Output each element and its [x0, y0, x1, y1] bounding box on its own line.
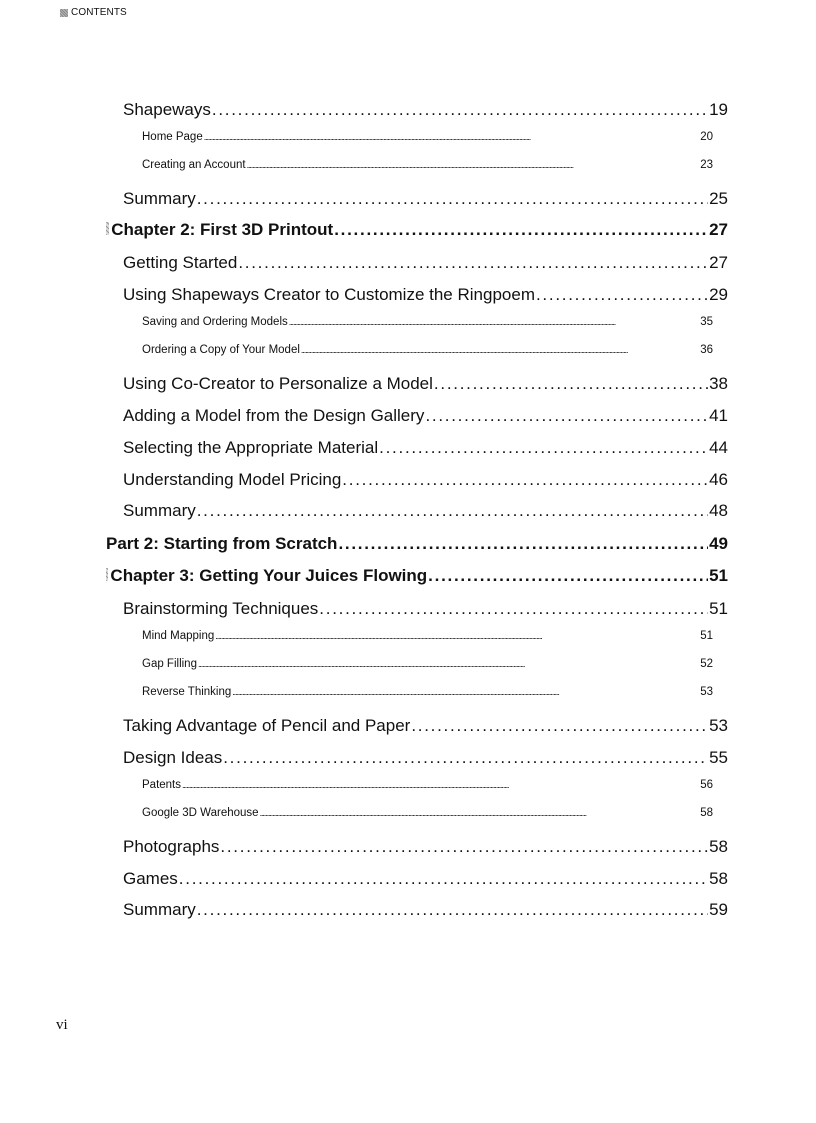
header-square-icon — [60, 9, 68, 17]
toc-entry-title: Chapter 3: Getting Your Juices Flowing — [110, 566, 428, 585]
toc-entry[interactable] — [142, 159, 713, 171]
dot-leader — [179, 869, 708, 889]
toc-entry-title: Taking Advantage of Pencil and Paper — [123, 716, 411, 735]
toc-entry-page: 27 — [709, 253, 728, 272]
toc-entry-page: 44 — [709, 438, 728, 457]
dot-leader — [238, 253, 708, 273]
toc-entry-title: Gap Filling — [142, 658, 197, 670]
dot-leader — [260, 807, 700, 819]
toc-entry[interactable] — [106, 220, 728, 240]
toc-entry-title: Part 2: Starting from Scratch — [106, 534, 338, 553]
toc-entry[interactable] — [123, 438, 728, 458]
dot-leader — [212, 100, 708, 120]
toc-entry-page: 27 — [709, 220, 728, 239]
toc-entry-page: 19 — [709, 100, 728, 119]
toc-entry[interactable] — [123, 470, 728, 490]
dot-leader — [434, 374, 708, 394]
dot-leader — [215, 630, 699, 642]
toc-entry-page: 51 — [700, 630, 713, 642]
dot-leader — [223, 748, 708, 768]
toc-entry[interactable] — [123, 406, 728, 426]
toc-entry-title: Brainstorming Techniques — [123, 599, 319, 618]
toc-entry-page: 25 — [709, 189, 728, 208]
toc-entry[interactable] — [142, 658, 713, 670]
toc-entry-title: Creating an Account — [142, 159, 246, 171]
toc-entry[interactable] — [123, 748, 728, 768]
dot-leader — [182, 779, 699, 791]
toc-entry-page: 38 — [709, 374, 728, 393]
toc-entry-page: 58 — [709, 837, 728, 856]
toc-entry-page: 41 — [709, 406, 728, 425]
toc-entry-page: 48 — [709, 501, 728, 520]
toc-entry[interactable] — [123, 599, 728, 619]
toc-entry-page: 59 — [709, 900, 728, 919]
toc-entry-title: Photographs — [123, 837, 220, 856]
toc-entry-page: 35 — [700, 316, 713, 328]
toc-entry[interactable] — [142, 807, 713, 819]
dot-leader — [198, 658, 699, 670]
dot-leader — [197, 900, 708, 920]
toc-entry-title: Selecting the Appropriate Material — [123, 438, 379, 457]
dot-leader — [197, 501, 708, 521]
dot-leader — [289, 316, 699, 328]
running-header — [60, 7, 127, 18]
toc-entry-page: 29 — [709, 285, 728, 304]
toc-entry[interactable] — [106, 534, 728, 554]
toc-entry-title: Summary — [123, 900, 196, 919]
toc-entry-page: 51 — [709, 566, 728, 585]
dot-leader — [536, 285, 708, 305]
toc-entry-page: 51 — [709, 599, 728, 618]
toc-entry-title: Home Page — [142, 131, 203, 143]
toc-entry-page: 53 — [700, 686, 713, 698]
dot-leader — [379, 438, 708, 458]
toc-entry-page: 56 — [700, 779, 713, 791]
toc-entry[interactable] — [123, 100, 728, 120]
toc-entry[interactable] — [123, 716, 728, 736]
dot-leader — [301, 344, 699, 356]
dot-leader — [204, 131, 699, 143]
toc-entry-page: 58 — [700, 807, 713, 819]
toc-entry-title: Shapeways — [123, 100, 211, 119]
toc-entry[interactable] — [142, 316, 713, 328]
toc-entry-page: 20 — [700, 131, 713, 143]
dot-leader — [220, 837, 708, 857]
dot-leader — [411, 716, 708, 736]
toc-entry[interactable] — [142, 344, 713, 356]
toc-entry-page: 52 — [700, 658, 713, 670]
toc-entry-title: Google 3D Warehouse — [142, 807, 259, 819]
toc-entry-page: 46 — [709, 470, 728, 489]
toc-entry-title: Understanding Model Pricing — [123, 470, 342, 489]
toc-entry[interactable] — [123, 253, 728, 273]
toc-entry[interactable] — [142, 779, 713, 791]
toc-entry-title: Design Ideas — [123, 748, 223, 767]
toc-entry-page: 53 — [709, 716, 728, 735]
toc-entry[interactable] — [106, 566, 728, 586]
toc-entry-title: Ordering a Copy of Your Model — [142, 344, 300, 356]
page-number: vi — [56, 1017, 68, 1033]
chapter-marker-icon — [106, 222, 109, 235]
chapter-marker-icon — [106, 568, 108, 581]
dot-leader — [342, 470, 708, 490]
dot-leader — [232, 686, 699, 698]
toc-entry[interactable] — [142, 686, 713, 698]
toc-entry-title: Mind Mapping — [142, 630, 215, 642]
toc-entry[interactable] — [123, 374, 728, 394]
dot-leader — [197, 189, 708, 209]
toc-entry[interactable] — [123, 501, 728, 521]
toc-entry-title: Saving and Ordering Models — [142, 316, 288, 328]
toc-entry[interactable] — [123, 900, 728, 920]
toc-entry-page: 23 — [700, 159, 713, 171]
toc-entry-page: 55 — [709, 748, 728, 767]
toc-entry[interactable] — [123, 869, 728, 889]
toc-entry[interactable] — [123, 285, 728, 305]
dot-leader — [334, 220, 708, 240]
toc-entry-title: Patents — [142, 779, 181, 791]
toc-entry-title: Getting Started — [123, 253, 238, 272]
toc-entry-title: Using Co-Creator to Personalize a Model — [123, 374, 433, 393]
toc-entry-page: 58 — [709, 869, 728, 888]
toc-entry-title: Adding a Model from the Design Gallery — [123, 406, 425, 425]
toc-entry[interactable] — [123, 837, 728, 857]
toc-entry-title: Games — [123, 869, 178, 888]
toc-entry[interactable] — [142, 131, 713, 143]
toc-entry[interactable] — [142, 630, 713, 642]
toc-entry-title: Chapter 2: First 3D Printout — [111, 220, 334, 239]
toc-entry-title: Summary — [123, 189, 196, 208]
toc-entry-title: Reverse Thinking — [142, 686, 232, 698]
dot-leader — [428, 566, 708, 586]
dot-leader — [319, 599, 708, 619]
dot-leader — [425, 406, 708, 426]
toc-entry[interactable] — [123, 189, 728, 209]
running-header-label: CONTENTS — [71, 7, 127, 18]
toc-entry-page: 36 — [700, 344, 713, 356]
dot-leader — [247, 159, 700, 171]
toc-entry-title: Using Shapeways Creator to Customize the Ringpoem — [123, 285, 535, 304]
toc-entry-title: Summary — [123, 501, 196, 520]
toc-entry-page: 49 — [709, 534, 728, 553]
dot-leader — [338, 534, 708, 554]
